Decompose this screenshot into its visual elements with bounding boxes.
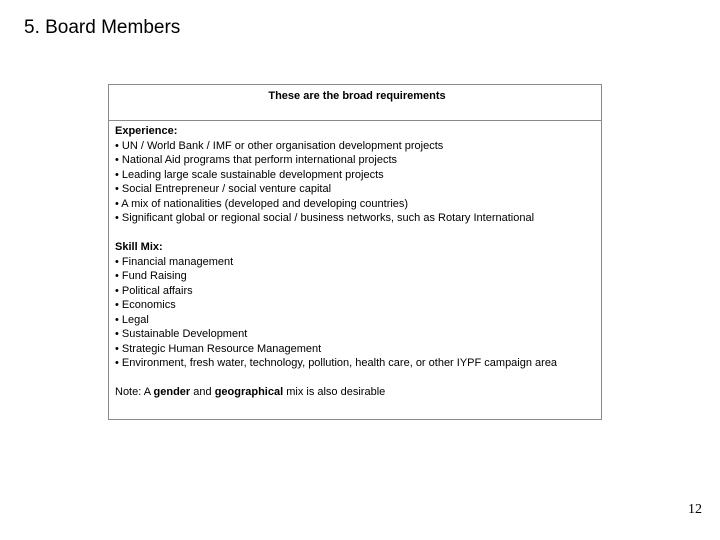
list-item: • Strategic Human Resource Management [115,342,322,355]
note-gender: gender [153,386,191,398]
page-number: 12 [688,502,702,517]
experience-label: Experience: [115,125,178,137]
list-item: • National Aid programs that perform international projects [115,154,398,166]
list-item: • UN / World Bank / IMF or other organisation development projects [115,139,444,152]
note-text [115,385,595,400]
section-spacer [115,371,595,386]
list-item: • Sustainable Development [115,328,248,340]
slide-title: 5. Board Members [24,17,181,38]
skill-mix-list [115,255,595,371]
note-prefix: Note: A [115,386,154,398]
note-suffix: mix is also desirable [283,386,386,398]
list-item: • Political affairs [115,284,193,297]
list-item: • Social Entrepreneur / social venture capital [115,183,332,195]
requirements-header: These are the broad requirements [109,85,601,121]
experience-list [115,139,595,226]
list-item: • A mix of nationalities (developed and developing countries) [115,197,409,210]
list-item: • Financial management [115,255,234,268]
skill-mix-label: Skill Mix: [115,241,163,253]
note-and: and [190,386,215,398]
note-geographical: geographical [214,386,284,398]
requirements-table [108,84,602,420]
list-item: • Economics [115,299,176,311]
list-item: • Fund Raising [115,270,187,282]
list-item: • Environment, fresh water, technology, pollution, health care, or other IYPF campaign area [115,357,558,369]
list-item: • Leading large scale sustainable development projects [115,168,384,181]
list-item: • Significant global or regional social / business networks, such as Rotary International [115,212,535,224]
section-spacer [115,226,595,241]
list-item: • Legal [115,313,149,326]
requirements-body [109,121,601,400]
